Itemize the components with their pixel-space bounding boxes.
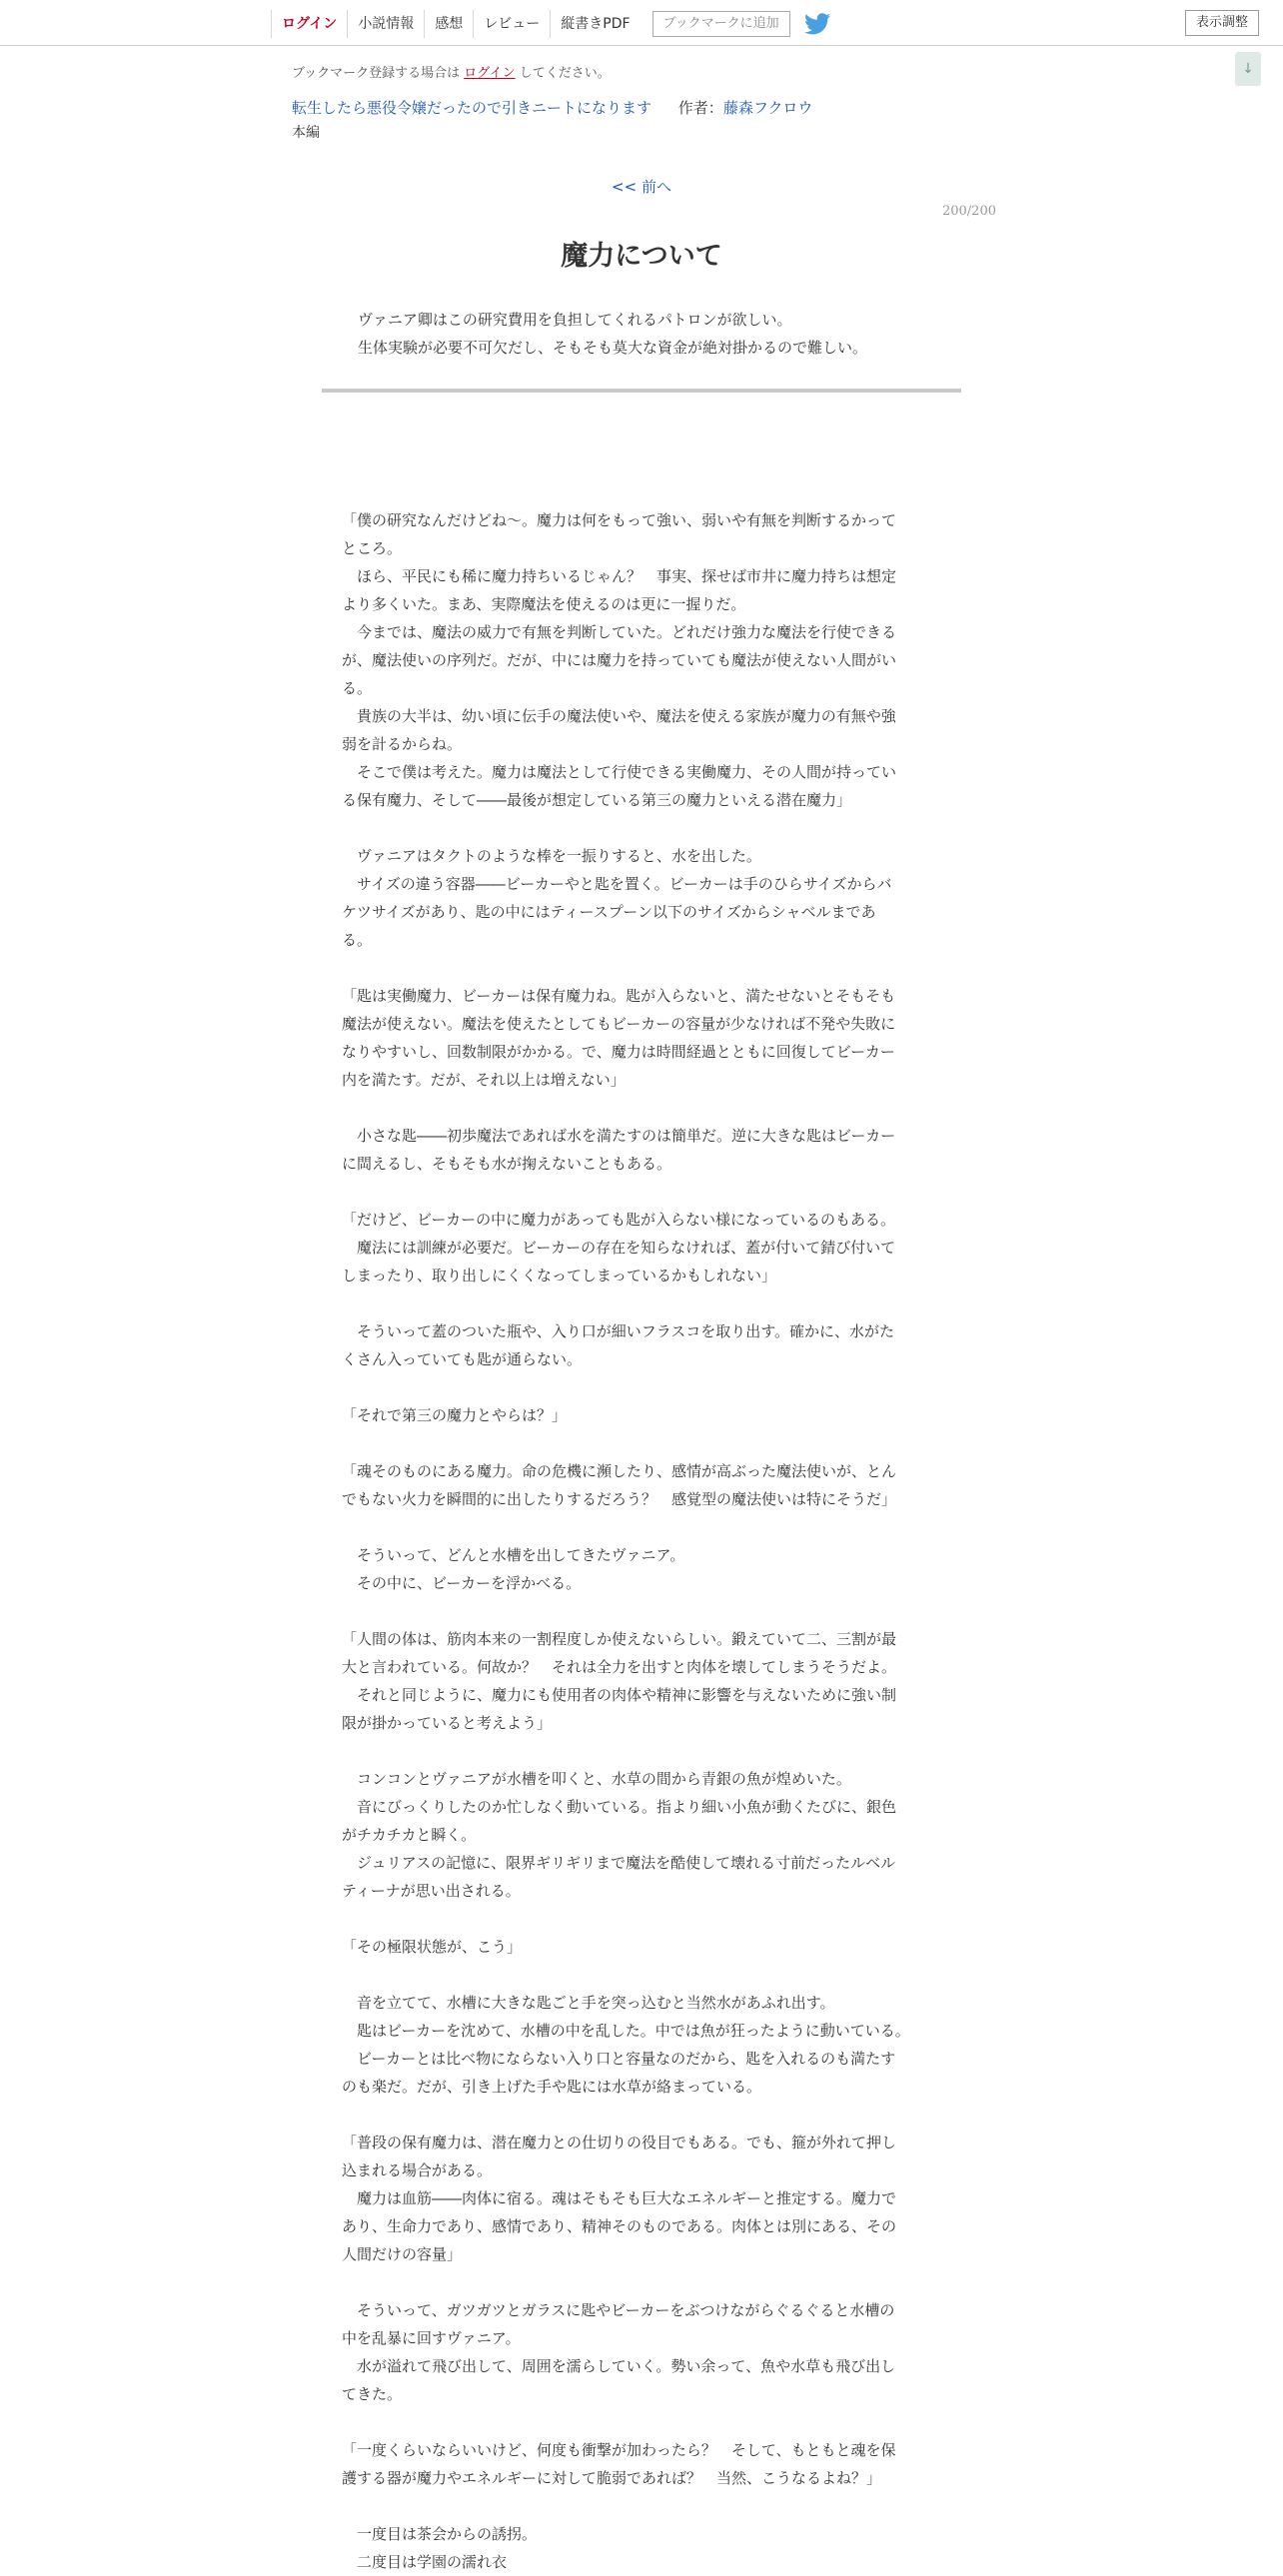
top-nav-bar: [0, 0, 1283, 46]
body-line: ビーカーとは比べ物にならない入り口と容量なのだから、匙を入れるのも満たす: [342, 2050, 896, 2068]
body-line: 二度目は学園の濡れ衣: [342, 2553, 508, 2571]
body-line: ジュリアスの記憶に、限界ギリギリまで魔法を酷使して壊れる寸前だったルベル: [342, 1854, 896, 1872]
body-line: そういって、ガツガツとガラスに匙やビーカーをぶつけながらぐるぐると水槽の: [342, 2301, 895, 2319]
body-line: [342, 1289, 941, 1317]
body-line: がチカチカと瞬く。: [342, 1826, 477, 1844]
bookmark-note-suffix: してください。: [519, 66, 611, 81]
body-line: [342, 814, 941, 842]
body-line: 「その極限状態が、こう」: [342, 1938, 523, 1956]
body-line: に閊えるし、そもそも水が掬えないこともある。: [342, 1155, 672, 1173]
body-line: [342, 954, 941, 982]
body-line: 小さな匙――初歩魔法であれば水を満たすのは簡単だ。逆に大きな匙はビーカー: [342, 1127, 896, 1145]
body-line: 限が掛かっていると考えよう」: [342, 1714, 553, 1732]
body-line: 魔法には訓練が必要だ。ビーカーの存在を知らなければ、蓋が付いて錆び付いて: [342, 1239, 896, 1257]
body-line: 「だけど、ビーカーの中に魔力があっても匙が入らない様になっているのもある。: [342, 1211, 895, 1229]
body-line: そういって蓋のついた瓶や、入り口が細いフラスコを取り出す。確かに、水がた: [342, 1322, 895, 1340]
pager: [0, 176, 1283, 197]
body-line: 魔力は血筋――肉体に宿る。魂はそもそも巨大なエネルギーと推定する。魔力で: [342, 2189, 897, 2207]
bookmark-login-note: [292, 62, 611, 81]
nav-menu: [271, 10, 830, 38]
body-line: ティーナが思い出される。: [342, 1882, 521, 1900]
twitter-icon[interactable]: [804, 13, 830, 35]
body-line: 今までは、魔法の威力で有無を判断していた。どれだけ強力な魔法を行使できる: [342, 623, 897, 641]
body-line: [342, 1961, 941, 1989]
nav-review-link[interactable]: レビュー: [473, 10, 550, 38]
body-line: より多くいた。まあ、実際魔法を使えるのは更に一握りだ。: [342, 595, 746, 613]
body-line: る。: [342, 931, 373, 949]
body-line: [342, 1178, 941, 1206]
body-line: 音を立てて、水槽に大きな匙ごと手を突っ込むと当然水があふれ出す。: [342, 1994, 835, 2012]
novel-header: [292, 97, 812, 118]
body-line: 一度目は茶会からの誘拐。: [342, 2525, 538, 2543]
body-line: [342, 1094, 941, 1122]
body-line: [342, 1513, 941, 1541]
body-line: [342, 2268, 941, 2296]
body-line: なりやすいし、回数制限がかかる。で、魔力は時間経過とともに回復してビーカー: [342, 1043, 895, 1061]
episode-title: 魔力について: [561, 241, 722, 272]
bookmark-note-login-link[interactable]: ログイン: [464, 66, 516, 81]
nav-impressions-link[interactable]: 感想: [424, 10, 473, 38]
body-line: 「一度くらいならいいけど、何度も衝撃が加わったら？ そして、もともと魂を保: [342, 2441, 896, 2459]
body-line: そこで僕は考えた。魔力は魔法として行使できる実働魔力、その人間が持ってい: [342, 763, 897, 781]
episode-body: [342, 506, 941, 2576]
body-line: その中に、ビーカーを浮かべる。: [342, 1574, 582, 1592]
body-line: ケツサイズがあり、匙の中にはティースプーン以下のサイズからシャベルまであ: [342, 903, 876, 921]
body-line: [342, 1905, 941, 1933]
body-line: しまったり、取り出しにくくなってしまっているかもしれない」: [342, 1267, 777, 1285]
bookmark-note-prefix: ブックマーク登録する場合は: [292, 66, 461, 81]
body-line: 魔法が使えない。魔法を使えたとしてもビーカーの容量が少なければ不発や失敗に: [342, 1015, 896, 1033]
body-line: のも楽だ。だが、引き上げた手や匙には水草が絡まっている。: [342, 2078, 762, 2096]
body-line: でもない火力を瞬間的に出したりするだろう？ 感覚型の魔法使いは特にそうだ」: [342, 1490, 897, 1508]
body-line: 込まれる場合がある。: [342, 2161, 493, 2179]
body-line: る。: [342, 679, 373, 697]
body-line: コンコンとヴァニアが水槽を叩くと、水草の間から青銀の魚が煌めいた。: [342, 1770, 851, 1788]
body-line: 中を乱暴に回すヴァニア。: [342, 2329, 521, 2347]
body-line: ところ。: [342, 539, 403, 557]
body-line: くさん入っていても匙が通らない。: [342, 1350, 583, 1368]
episode-preface: [358, 306, 867, 362]
author-label: 作者：: [677, 99, 723, 117]
body-line: てきた。: [342, 2385, 403, 2403]
body-line: [342, 2101, 941, 2129]
nav-vertical-pdf-link[interactable]: 縦書きPDF: [550, 10, 640, 38]
body-line: 人間だけの容量」: [342, 2245, 463, 2263]
body-line: [342, 1737, 941, 1765]
scroll-down-icon[interactable]: ↓: [1235, 52, 1261, 86]
body-line: 「魂そのものにある魔力。命の危機に瀕したり、感情が高ぶった魔法使いが、とん: [342, 1462, 897, 1480]
body-line: 護する器が魔力やエネルギーに対して脆弱であれば？ 当然、こうなるよね？」: [342, 2469, 882, 2487]
body-line: ヴァニアはタクトのような棒を一振りすると、水を出した。: [342, 847, 761, 865]
body-line: 「匙は実働魔力、ビーカーは保有魔力ね。匙が入らないと、満たせないとそもそも: [342, 987, 896, 1005]
body-line: 大と言われている。何故か？ それは全力を出すと肉体を壊してしまうそうだよ。: [342, 1658, 897, 1676]
body-line: 音にびっくりしたのか忙しなく動いている。指より細い小魚が動くたびに、銀色: [342, 1798, 897, 1816]
body-line: [342, 1597, 941, 1625]
body-line: [342, 1429, 941, 1457]
body-line: あり、生命力であり、感情であり、精神そのものである。肉体とは別にある、その: [342, 2217, 897, 2235]
nav-login-link[interactable]: ログイン: [271, 10, 347, 38]
body-line: サイズの違う容器――ビーカーやと匙を置く。ビーカーは手のひらサイズからバ: [342, 875, 892, 893]
preface-line: ヴァニア卿はこの研究費用を負担してくれるパトロンが欲しい。: [358, 311, 792, 329]
preface-divider: [322, 389, 961, 393]
body-line: 「普段の保有魔力は、潜在魔力との仕切りの役目でもある。でも、箍が外れて押し: [342, 2134, 897, 2151]
novel-title-link[interactable]: 転生したら悪役令嬢だったので引きニートになります: [292, 99, 652, 117]
body-line: る保有魔力、そして――最後が想定している第三の魔力といえる潜在魔力」: [342, 791, 852, 809]
page-number: 200/200: [941, 204, 996, 219]
body-line: [342, 1373, 941, 1401]
body-line: 水が溢れて飛び出して、周囲を濡らしていく。勢い余って、魚や水草も飛び出し: [342, 2357, 896, 2375]
body-line: 匙はビーカーを沈めて、水槽の中を乱した。中では魚が狂ったように動いている。: [342, 2022, 910, 2040]
body-line: 「それで第三の魔力とやらは？」: [342, 1406, 568, 1424]
body-line: が、魔法使いの序列だ。だが、中には魔力を持っていても魔法が使えない人間がい: [342, 651, 897, 669]
body-line: ほら、平民にも稀に魔力持ちいるじゃん？ 事実、探せば市井に魔力持ちは想定: [342, 567, 897, 585]
prev-page-link[interactable]: << 前へ: [612, 178, 671, 196]
body-line: 弱を計るからね。: [342, 735, 463, 753]
chapter-name: 本編: [292, 125, 320, 141]
body-line: [342, 2408, 941, 2436]
body-line: 「僕の研究なんだけどね～。魔力は何をもって強い、弱いや有無を判断するかって: [342, 511, 897, 529]
body-line: [342, 2492, 941, 2520]
nav-novel-info-link[interactable]: 小説情報: [347, 10, 424, 38]
author-name-link[interactable]: 藤森フクロウ: [722, 99, 813, 117]
body-line: 貴族の大半は、幼い頃に伝手の魔法使いや、魔法を使える家族が魔力の有無や強: [342, 707, 896, 725]
body-line: そういって、どんと水槽を出してきたヴァニア。: [342, 1546, 685, 1564]
add-bookmark-button[interactable]: ブックマークに追加: [652, 11, 790, 37]
body-line: 「人間の体は、筋肉本来の一割程度しか使えないらしい。鍛えていて二、三割が最: [342, 1630, 897, 1648]
body-line: 内を満たす。だが、それ以上は増えない」: [342, 1071, 626, 1089]
preface-line: 生体実験が必要不可欠だし、そもそも莫大な資金が絶対掛かるので難しい。: [358, 339, 868, 357]
body-line: それと同じように、魔力にも使用者の肉体や精神に影響を与えないために強い制: [342, 1686, 897, 1704]
display-settings-button[interactable]: 表示調整: [1185, 10, 1259, 36]
